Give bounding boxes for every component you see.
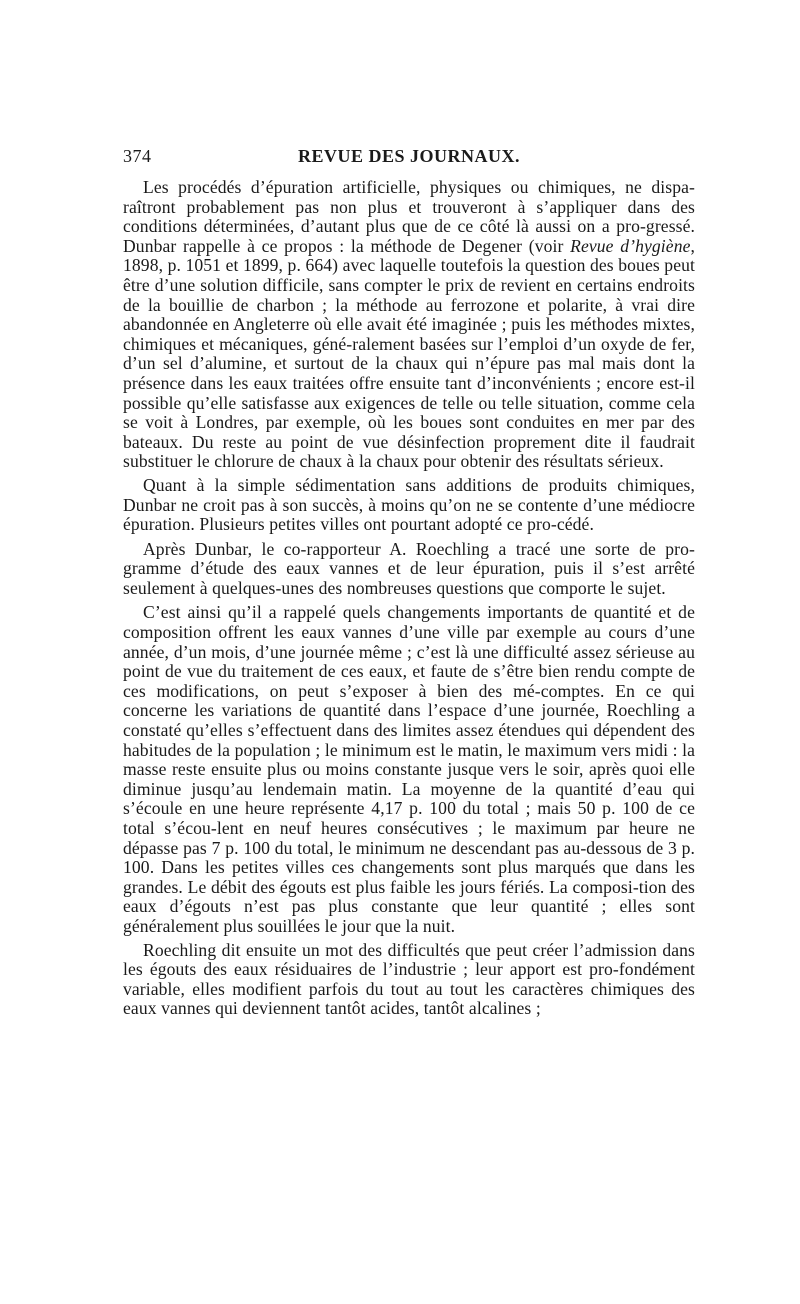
paragraph-epuration-procedes (123, 178, 695, 472)
paragraph-sedimentation: Quant à la simple sédimentation sans additions de produits chimiques, Dunbar ne croit pas à son succès, à moins qu’on ne se contente d’une médiocre épuration. Plusieurs petites villes ont pourtant adopté ce pro-cédé. (123, 474, 695, 535)
running-title: REVUE DES JOURNAUX. (297, 146, 521, 166)
article-body (123, 178, 695, 1019)
page-number: 374 (123, 146, 152, 166)
paragraph-roechling-programme: Après Dunbar, le co-rapporteur A. Roechling a tracé une sorte de pro-gramme d’étude des eaux vannes et de leur épuration, puis il s’est arrêté seulement à quelques-unes des nombreuses questions que comporte le sujet. (123, 538, 695, 598)
paragraph-eaux-industrielles: Roechling dit ensuite un mot des difficultés que peut créer l’admission dans les égouts des eaux résiduaires de l’industrie ; leur apport est pro-fondément variable, elles modifient parfois du tout au tout les caractères chimiques des eaux vannes qui deviennent tantôt acides, tantôt alcalines ; (123, 939, 695, 1019)
journal-title: Revue d’hygiène (570, 235, 691, 256)
paragraph-variations-quantite: C’est ainsi qu’il a rappelé quels changements importants de quantité et de composition offrent les eaux vannes d’une ville par exemple au cours d’une année, d’un mois, d’une journée même ; c’est là une difficulté assez sérieuse au point de vue du traitement de ces eaux, et faute de s’être bien rendu compte de ces modifications, on peut s’exposer à bien des mé-comptes. En ce qui concerne les variations de quantité dans l’espace d’une journée, Roechling a constaté qu’elles s’effectuent dans des limites assez étendues qui dépendent des habitudes de la population ; le minimum est le matin, le maximum vers midi : la masse reste ensuite plus ou moins constante jusque vers le soir, après quoi elle diminue jusqu’au lendemain matin. La moyenne de la quantité d’eau qui s’écoule en une heure représente 4,17 p. 100 du total ; mais 50 p. 100 de ce total s’écou-lent en neuf heures consécutives ; le maximum par heure ne dépasse pas 7 p. 100 du total, le minimum ne descendant pas au-dessous de 3 p. 100. Dans les petites villes ces changements sont plus marqués que dans les grandes. Le débit des égouts est plus faible les jours fériés. La composi-tion des eaux d’égouts n’est pas plus constante que leur quantité ; elles sont généralement plus souillées le jour que la nuit. (123, 602, 695, 936)
page-header (123, 146, 695, 170)
paragraph-text-part: Les procédés d’épuration artificielle, physiques ou chimiques, ne dispa-raîtront probablement pas non plus et trouveront à s’appliquer dans des conditions déterminées, d’autant plus que de ce côté là aussi on a pro-gressé. Dunbar rappelle à ce propos : la méthode de Degener (voir (123, 177, 695, 256)
paragraph-text-part: , 1898, p. 1051 et 1899, p. 664) avec laquelle toutefois la question des boues peut être d’une solution difficile, sans compter le prix de revient en certains endroits de la bouillie de charbon ; la méthode au ferrozone et polarite, à vrai dire abandonnée en Angleterre où elle avait été imaginée ; puis les méthodes mixtes, chimiques et mécaniques, géné-ralement basées sur l’emploi d’un oxyde de fer, d’un sel d’alumine, et surtout de la chaux qui n’épure pas mal mais dont la présence dans les eaux traitées offre ensuite tant d’inconvénients ; encore est-il possible qu’elle satisfasse aux exigences de telle ou telle situation, comme cela se voit à Londres, par exemple, où les boues sont conduites en mer par des bateaux. Du reste au point de vue désinfection proprement dite il faudrait substituer le chlorure de chaux à la chaux pour obtenir des résultats sérieux. (123, 235, 696, 472)
